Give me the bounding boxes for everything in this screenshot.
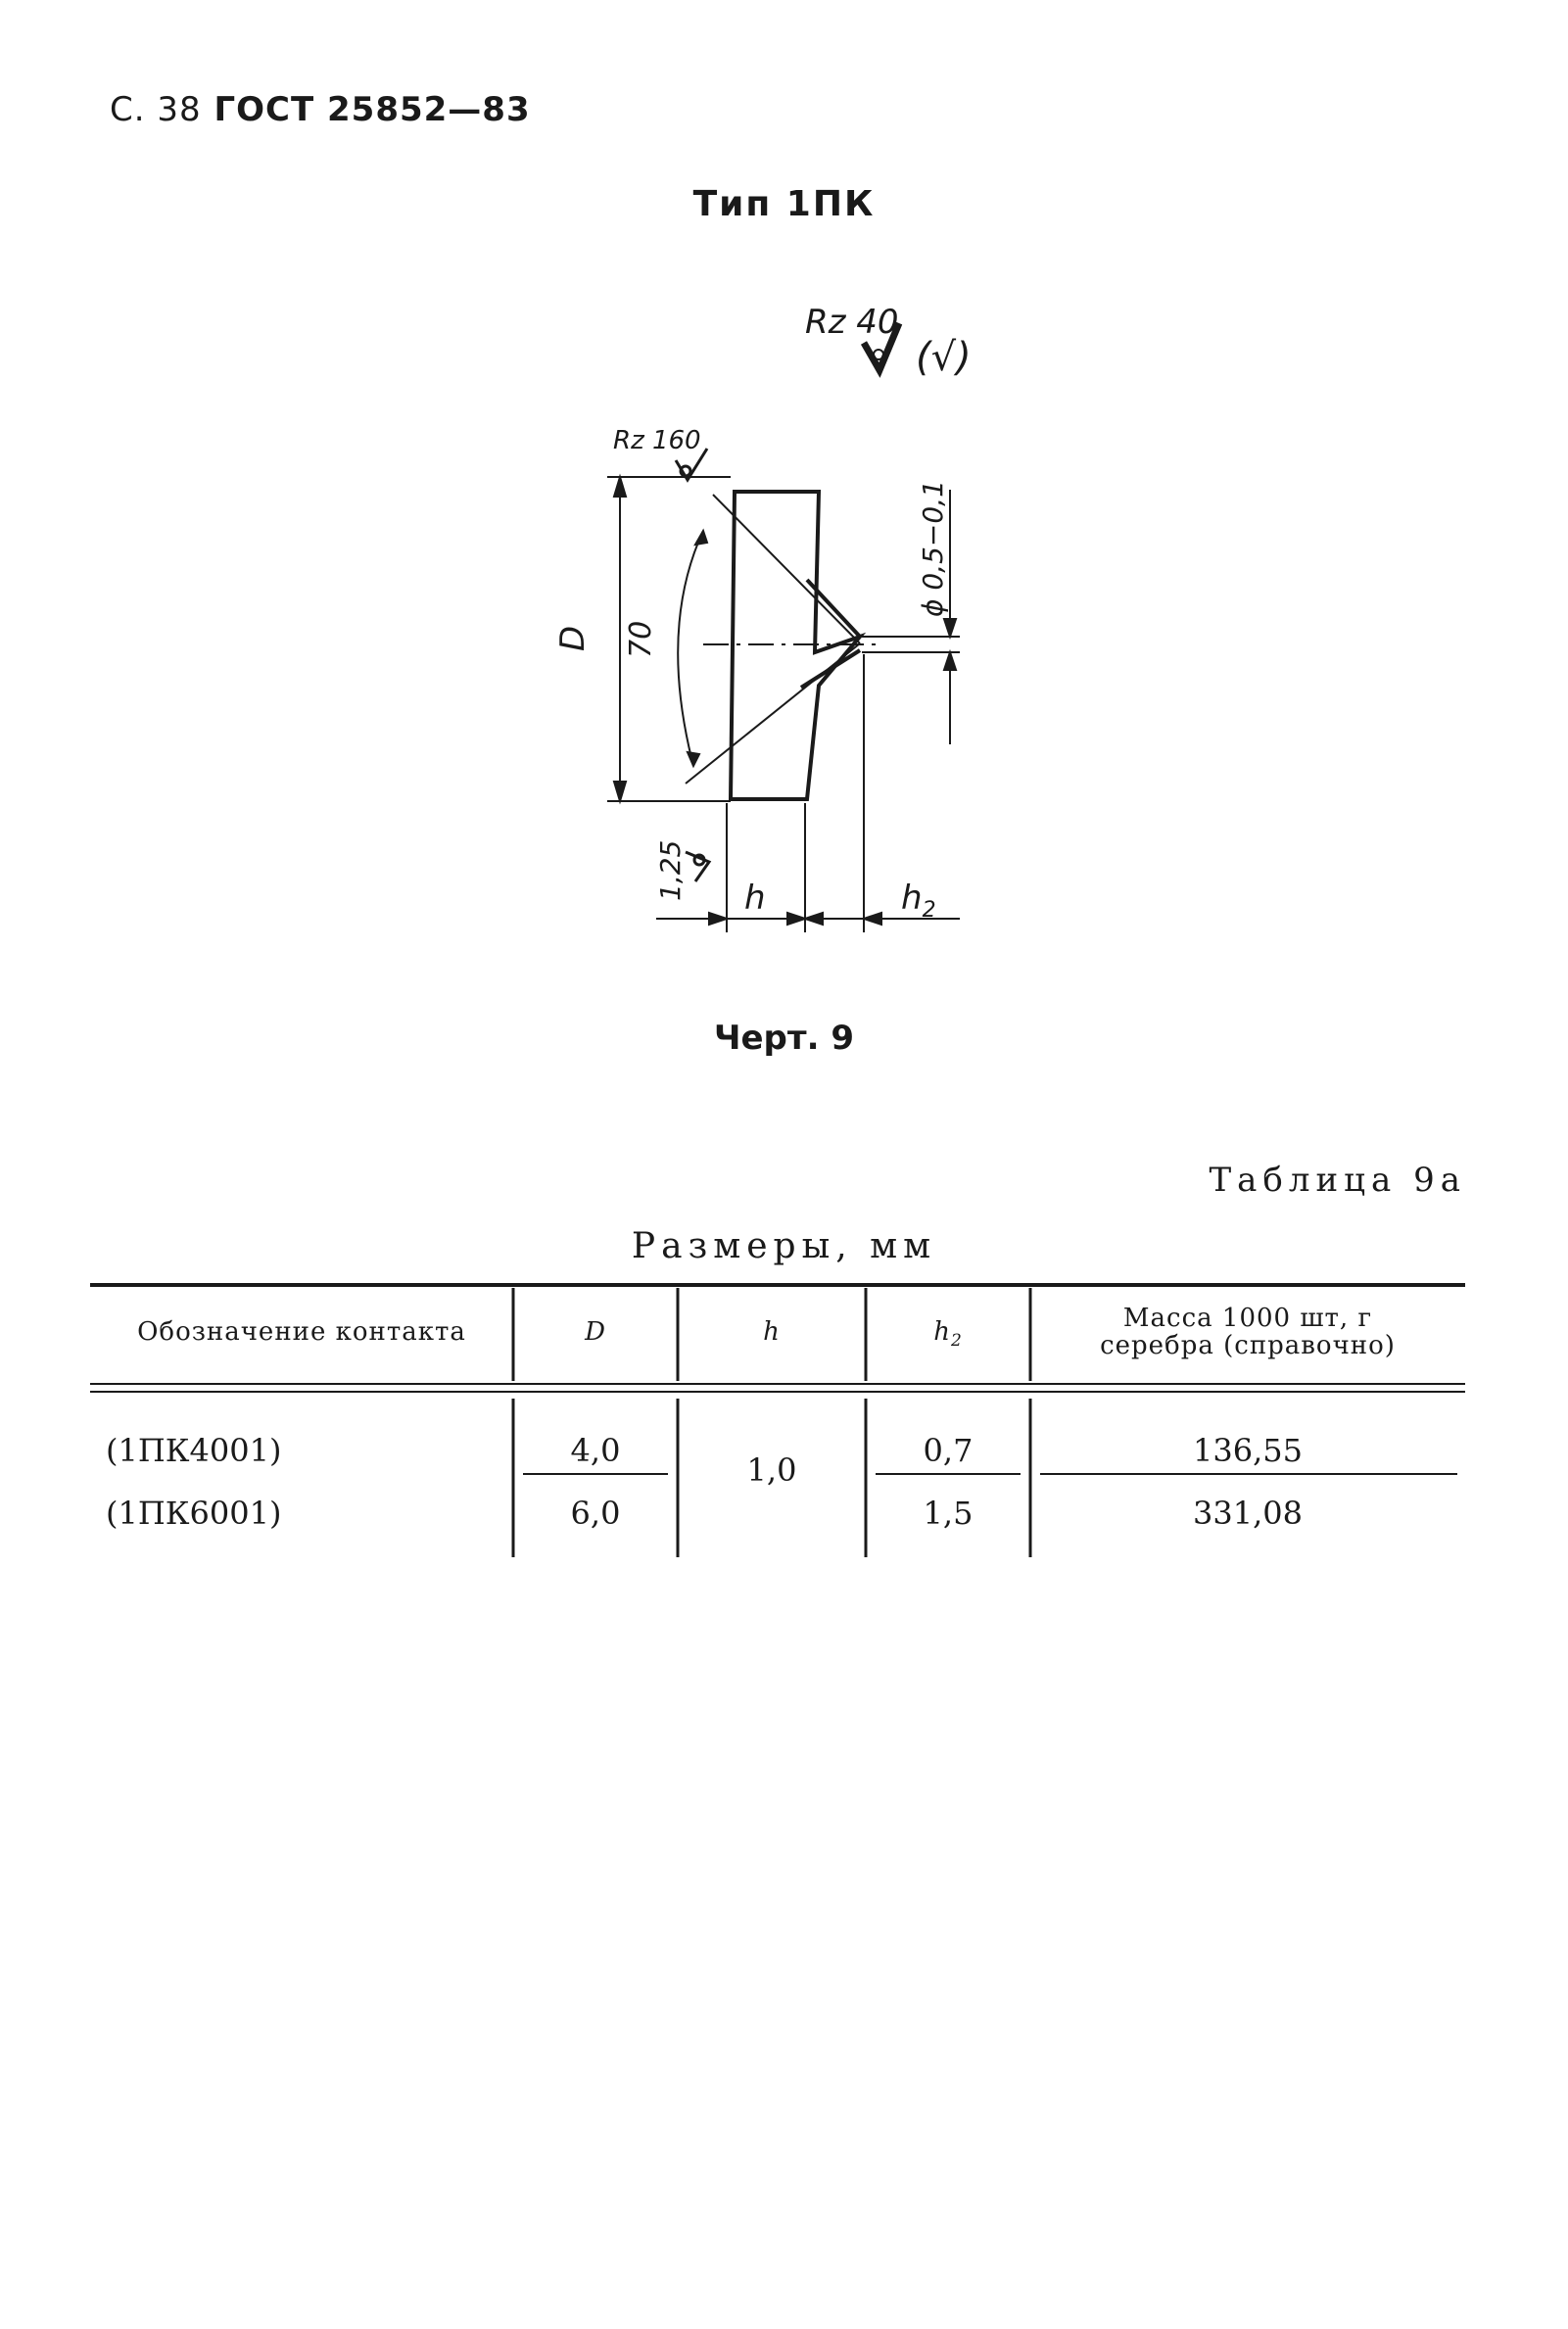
shared-h: 1,0	[746, 1451, 797, 1489]
row-1-designation: (1ПК4001)	[106, 1432, 282, 1469]
row-2-designation: (1ПК6001)	[106, 1495, 282, 1532]
roughness-general-other: (√)	[916, 335, 972, 380]
dim-height-label: h	[744, 879, 766, 918]
header-mass	[1030, 1305, 1465, 1359]
row-2-h2: 1,5	[923, 1495, 974, 1532]
dim-height2-label: $h_2$	[901, 879, 936, 923]
dim-angle-label: 70	[624, 620, 658, 658]
page-number: С. 38	[110, 90, 202, 129]
header-h: h	[763, 1317, 781, 1347]
figure-caption: Черт. 9	[714, 1019, 854, 1058]
technical-drawing	[548, 294, 1019, 940]
header-h2-subscript: 2	[950, 1331, 963, 1352]
standard-number: ГОСТ 25852—83	[214, 90, 531, 129]
roughness-bottom-label: 1,25	[654, 839, 687, 901]
table-number: Таблица 9а	[1209, 1161, 1466, 1200]
roughness-top-label: Rz 160	[613, 426, 701, 455]
header-h2: $h_2$	[933, 1317, 963, 1352]
dimensions-table	[90, 1273, 1465, 1567]
dim-hole-label: ϕ 0,5−0,1	[917, 480, 949, 617]
type-title: Тип 1ПК	[692, 184, 876, 224]
row-1-h2: 0,7	[923, 1432, 974, 1469]
header-mass-line2: серебра (справочно)	[1100, 1331, 1396, 1360]
row-2-mass: 331,08	[1193, 1495, 1303, 1532]
row-2-d: 6,0	[570, 1495, 621, 1532]
header-designation: Обозначение контакта	[137, 1317, 466, 1347]
roughness-general-label: Rz 40	[805, 303, 899, 342]
roughness-mark-bottom	[686, 852, 709, 881]
row-1-d: 4,0	[570, 1432, 621, 1469]
row-1-mass: 136,55	[1193, 1432, 1303, 1469]
table-subtitle: Размеры, мм	[631, 1226, 937, 1266]
header-d: D	[585, 1317, 606, 1347]
header-mass-line1: Масса 1000 шт, г	[1122, 1304, 1373, 1333]
angle-arc	[678, 531, 703, 766]
page-header	[110, 90, 531, 129]
dim-diameter-label: D	[553, 625, 593, 651]
dim-height2-subscript: 2	[922, 898, 936, 923]
